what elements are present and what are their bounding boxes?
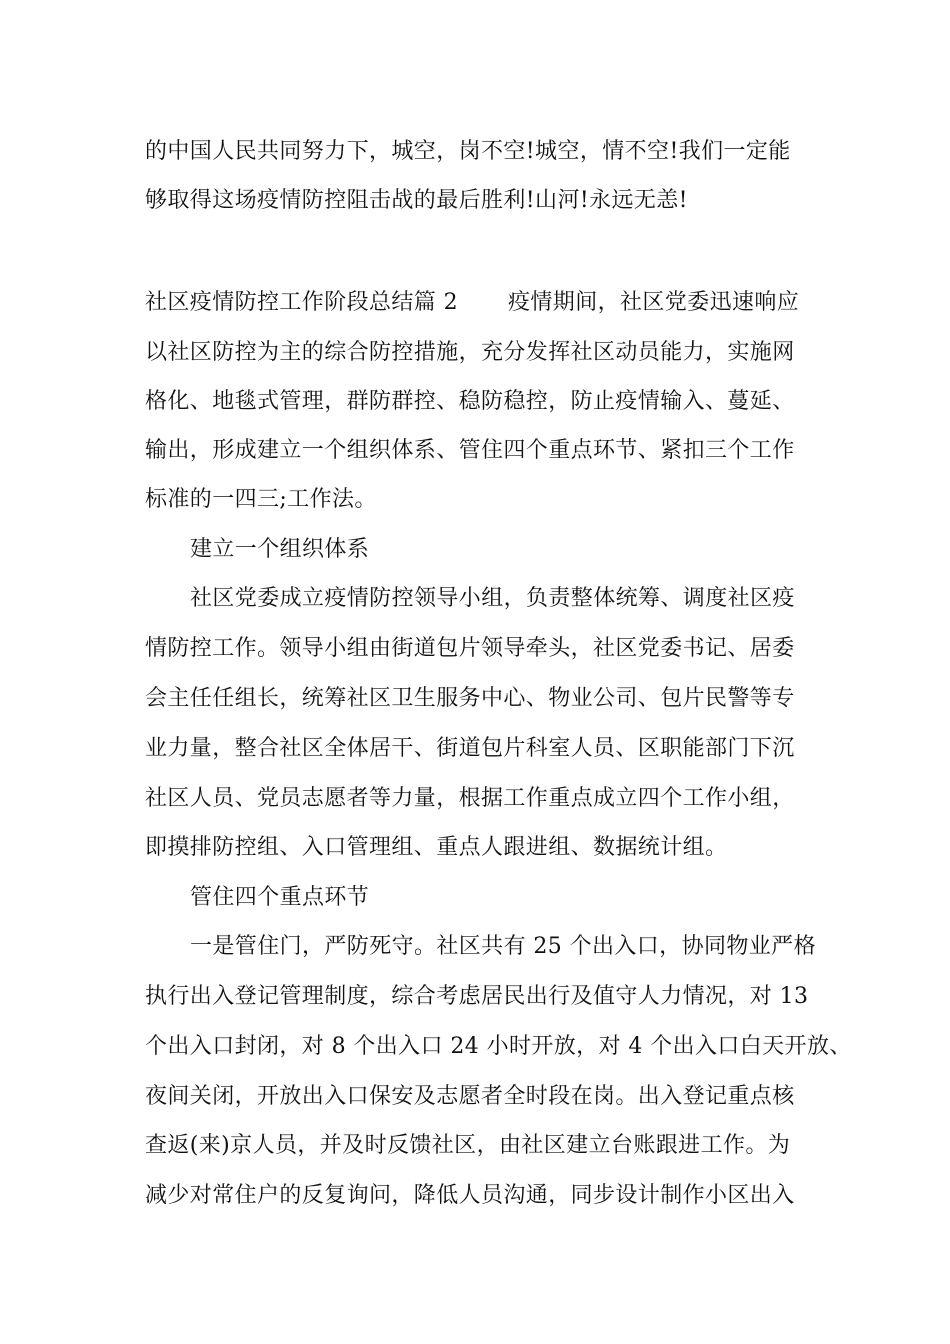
paragraph-line: 情防控工作。领导小组由街道包片领导牵头，社区党委书记、居委 xyxy=(145,636,795,661)
paragraph-line: 输出，形成建立一个组织体系、管住四个重点环节、紧扣三个工作 xyxy=(145,438,795,463)
paragraph-line: 个出入口封闭，对 8 个出入口 24 小时开放，对 4 个出入口白天开放、 xyxy=(145,1034,852,1059)
paragraph-line: 查返(来)京人员，并及时反馈社区，由社区建立台账跟进工作。为 xyxy=(145,1133,791,1158)
paragraph-line: 社区人员、党员志愿者等力量，根据工作重点成立四个工作小组， xyxy=(145,786,795,811)
paragraph-line: 减少对常住户的反复询问，降低人员沟通，同步设计制作小区出入 xyxy=(145,1183,795,1208)
paragraph-line: 够取得这场疫情防控阻击战的最后胜利!山河!永远无恙! xyxy=(145,188,688,213)
paragraph-line: 的中国人民共同努力下，城空，岗不空!城空，情不空!我们一定能 xyxy=(145,139,791,164)
paragraph-line: 格化、地毯式管理，群防群控、稳防稳控，防止疫情输入、蔓延、 xyxy=(145,389,795,414)
paragraph-line: 社区党委成立疫情防控领导小组，负责整体统筹、调度社区疫 xyxy=(190,586,795,611)
section-heading-line xyxy=(145,288,799,318)
paragraph-line: 会主任任组长，统筹社区卫生服务中心、物业公司、包片民警等专 xyxy=(145,686,795,711)
paragraph-line: 业力量，整合社区全体居干、街道包片科室人员、区职能部门下沉 xyxy=(145,736,795,761)
paragraph-line: 以社区防控为主的综合防控措施，充分发挥社区动员能力，实施网 xyxy=(145,340,795,365)
paragraph-line: 执行出入登记管理制度，综合考虑居民出行及值守人力情况，对 13 xyxy=(145,984,809,1009)
subheading: 管住四个重点环节 xyxy=(190,885,370,910)
paragraph-line: 即摸排防控组、入口管理组、重点人跟进组、数据统计组。 xyxy=(145,835,728,860)
paragraph-line: 夜间关闭，开放出入口保安及志愿者全时段在岗。出入登记重点核 xyxy=(145,1084,795,1109)
paragraph-line: 疫情期间，社区党委迅速响应 xyxy=(508,290,800,315)
subheading: 建立一个组织体系 xyxy=(190,537,370,562)
paragraph-line: 标准的一四三;工作法。 xyxy=(145,487,377,512)
section-title: 社区疫情防控工作阶段总结篇 2 xyxy=(145,290,458,315)
paragraph-line: 一是管住门，严防死守。社区共有 25 个出入口，协同物业严格 xyxy=(190,934,816,959)
